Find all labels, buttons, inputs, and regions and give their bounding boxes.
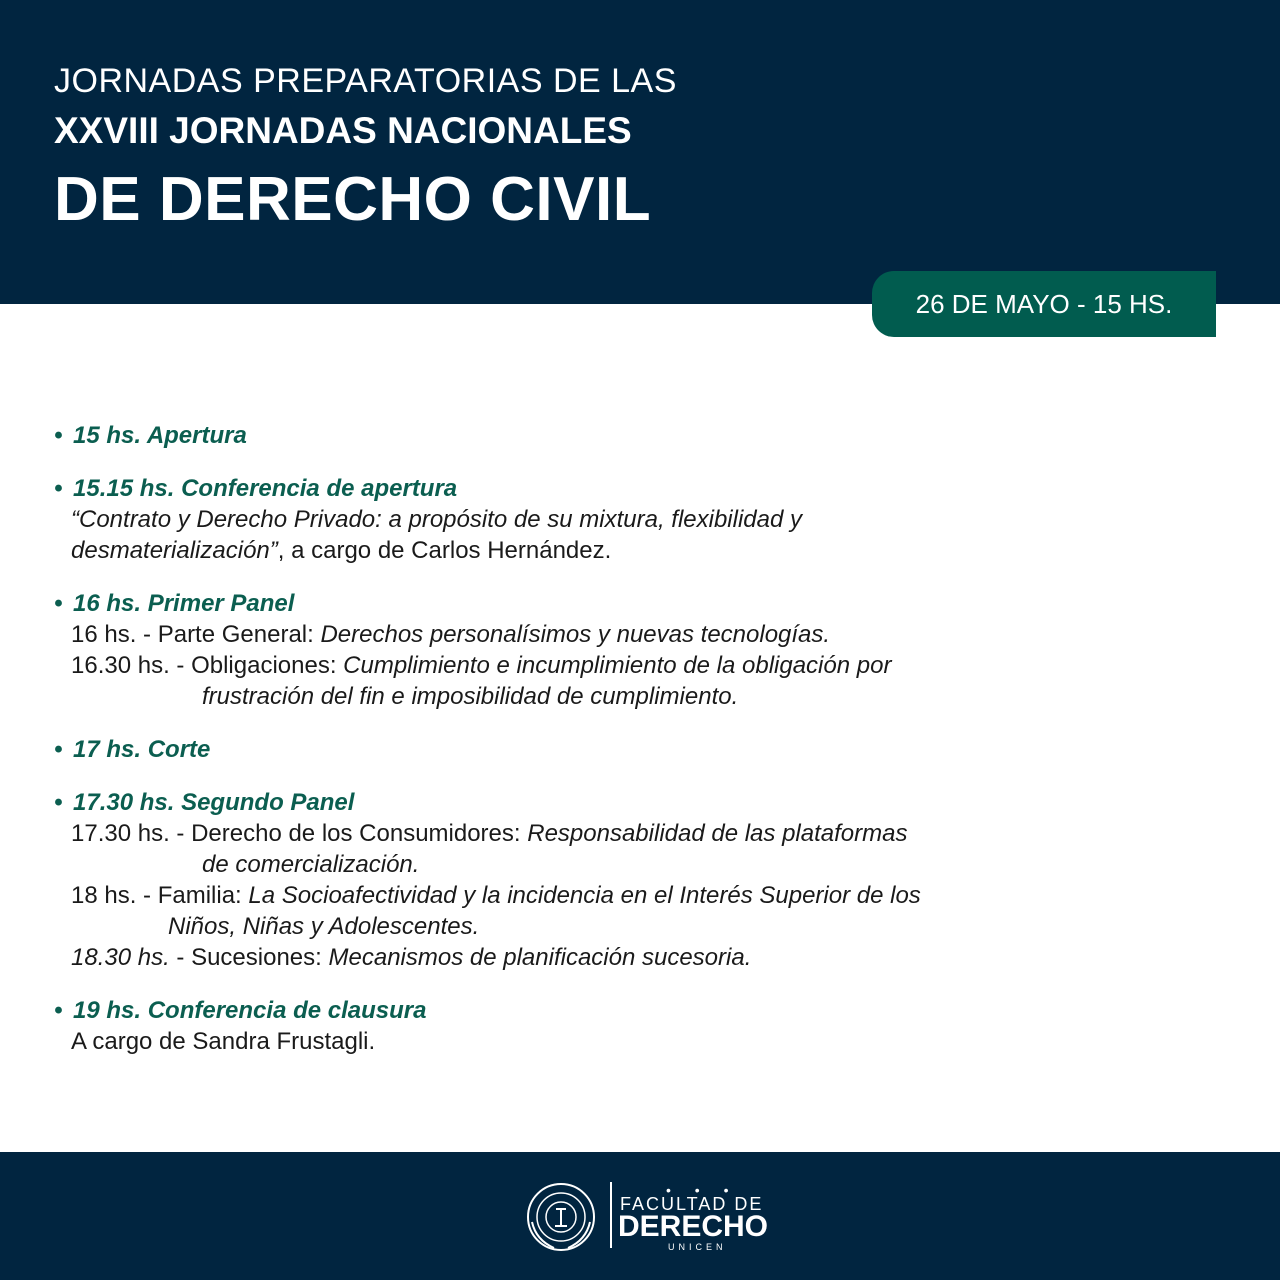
logo-dots: • • • <box>666 1182 739 1198</box>
date-badge: 26 DE MAYO - 15 HS. <box>872 271 1216 337</box>
agenda-detail: Niños, Niñas y Adolescentes. <box>168 913 480 940</box>
header-line-2: XXVIII JORNADAS NACIONALES <box>54 110 632 151</box>
header-title: DE DERECHO CIVIL <box>54 165 652 234</box>
agenda-item-title: • 16 hs. Primer Panel <box>54 590 295 617</box>
logo-unicen-text: UNICEN <box>668 1242 727 1252</box>
agenda-detail: 18 hs. - Familia: La Socioafectividad y la incidencia en el Interés Superior de los <box>71 882 921 909</box>
agenda-item-conferencia-clausura <box>54 995 1194 1057</box>
header-line-1: JORNADAS PREPARATORIAS DE LAS <box>54 62 677 100</box>
agenda-item-title: • 19 hs. Conferencia de clausura <box>54 997 427 1024</box>
agenda-detail: de comercialización. <box>202 851 420 878</box>
footer-divider <box>610 1182 612 1248</box>
agenda-item-title: • 15.15 hs. Conferencia de apertura <box>54 475 458 502</box>
logo-derecho-text: DERECHO <box>618 1210 769 1243</box>
agenda-detail: A cargo de Sandra Frustagli. <box>71 1028 376 1055</box>
agenda-item-apertura <box>54 420 1194 451</box>
agenda-item-title: • 17.30 hs. Segundo Panel <box>54 789 355 816</box>
agenda-item-segundo-panel <box>54 787 1194 973</box>
agenda-item-title: • 17 hs. Corte <box>54 736 211 763</box>
agenda-list <box>54 420 1194 1079</box>
agenda-detail: 18.30 hs. - Sucesiones: Mecanismos de planificación sucesoria. <box>71 944 752 971</box>
agenda-item-conferencia-apertura <box>54 473 1194 566</box>
agenda-item-primer-panel <box>54 588 1194 712</box>
university-seal-icon <box>526 1182 596 1252</box>
agenda-detail: 16 hs. - Parte General: Derechos personalísimos y nuevas tecnologías. <box>71 621 831 648</box>
agenda-detail: frustración del fin e imposibilidad de cumplimiento. <box>202 683 739 710</box>
header-banner <box>0 0 1280 304</box>
agenda-detail: 17.30 hs. - Derecho de los Consumidores: Responsabilidad de las plataformas <box>71 820 908 847</box>
logo-facultad-text: FACULTAD DE <box>620 1194 764 1214</box>
agenda-detail: “Contrato y Derecho Privado: a propósito de su mixtura, flexibilidad y desmaterialización”, a cargo de Carlos Hernández. <box>71 506 803 564</box>
agenda-detail: 16.30 hs. - Obligaciones: Cumplimiento e incumplimiento de la obligación por <box>71 652 892 679</box>
agenda-item-title: • 15 hs. Apertura <box>54 422 247 449</box>
agenda-item-corte <box>54 734 1194 765</box>
